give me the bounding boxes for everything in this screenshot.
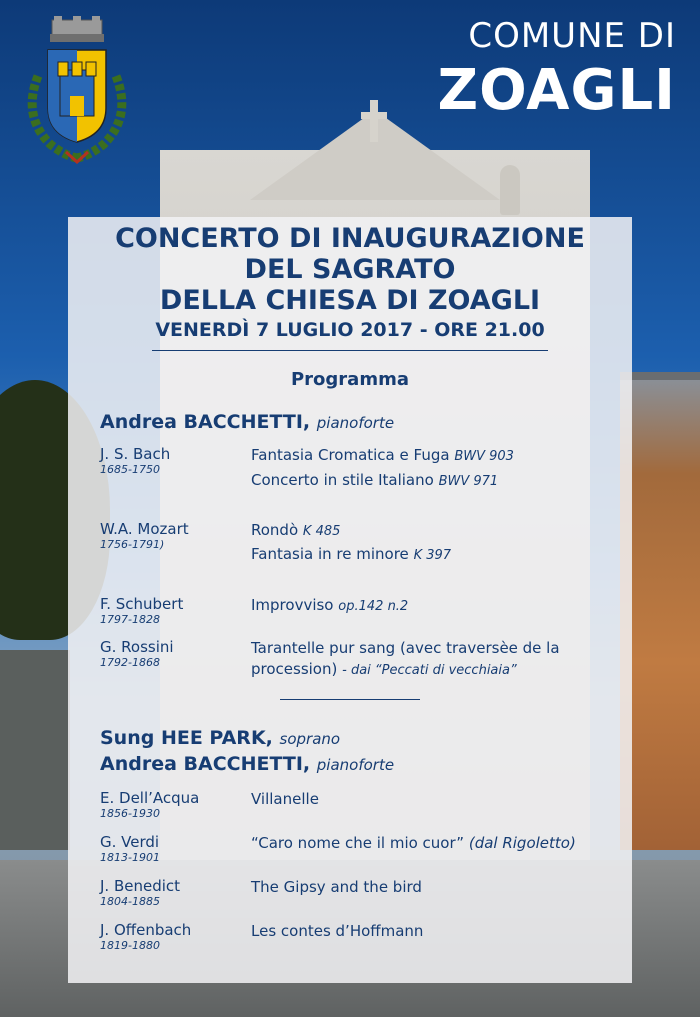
part2-performer-2 bbox=[100, 753, 394, 775]
performer-role: soprano bbox=[279, 730, 341, 748]
comune-label: COMUNE DI bbox=[468, 16, 676, 56]
piece-catalog: op.142 n.2 bbox=[338, 599, 409, 614]
composer-years: 1804-1885 bbox=[100, 895, 160, 908]
piece-title: Les contes d’Hoffmann bbox=[251, 922, 424, 940]
composer-name: G. Rossini bbox=[100, 638, 174, 656]
event-title-line3: DELLA CHIESA DI ZOAGLI bbox=[159, 285, 541, 316]
composer-name: F. Schubert bbox=[100, 595, 184, 613]
composer-name: J. Offenbach bbox=[100, 921, 192, 939]
event-date: VENERDÌ 7 LUGLIO 2017 - ORE 21.00 bbox=[155, 319, 545, 341]
piece-title: Fantasia in re minore K 397 bbox=[251, 545, 452, 563]
date-divider bbox=[152, 350, 548, 351]
program-panel bbox=[68, 217, 632, 983]
piece-title: Improvviso op.142 n.2 bbox=[251, 596, 409, 614]
composer-name: G. Verdi bbox=[100, 833, 160, 851]
performer-name: Andrea BACCHETTI, bbox=[100, 411, 311, 433]
piece-note: (dal Rigoletto) bbox=[468, 834, 576, 852]
piece-catalog: K 397 bbox=[413, 548, 452, 563]
piece-title: Concerto in stile Italiano BWV 971 bbox=[251, 471, 499, 489]
composer-years: 1813-1901 bbox=[100, 851, 160, 864]
piece-title: “Caro nome che il mio cuor” (dal Rigoletto) bbox=[251, 834, 576, 852]
piece-title: The Gipsy and the bird bbox=[251, 878, 422, 896]
composer-years: 1856-1930 bbox=[100, 807, 160, 820]
event-title-line2: DEL SAGRATO bbox=[244, 254, 456, 285]
composer-name: E. Dell’Acqua bbox=[100, 789, 200, 807]
piece-catalog: BWV 903 bbox=[454, 449, 514, 464]
composer-years: 1797-1828 bbox=[100, 613, 160, 626]
left-building-photo bbox=[0, 650, 70, 850]
piece-catalog: BWV 971 bbox=[438, 474, 499, 489]
piece-note: - dai “Peccati di vecchiaia” bbox=[342, 663, 517, 678]
piece-title: Rondò K 485 bbox=[251, 521, 341, 539]
section-divider bbox=[280, 699, 420, 700]
right-building-photo bbox=[620, 380, 700, 850]
crest-icon bbox=[20, 16, 134, 166]
church-finial-photo bbox=[500, 165, 520, 215]
composer-years: 1792-1868 bbox=[100, 656, 160, 669]
event-title-line1: CONCERTO DI INAUGURAZIONE bbox=[115, 223, 585, 254]
performer-role: pianoforte bbox=[316, 756, 395, 774]
church-cross-photo bbox=[370, 100, 378, 142]
piece-title: Villanelle bbox=[251, 790, 319, 808]
part2-performer-1 bbox=[100, 727, 340, 749]
composer-years: 1685-1750 bbox=[100, 463, 160, 476]
part1-performer bbox=[100, 411, 394, 433]
performer-name: Sung HEE PARK, bbox=[100, 727, 273, 749]
composer-years: 1756-1791) bbox=[100, 538, 165, 551]
program-heading: Programma bbox=[290, 369, 409, 390]
piece-title: Fantasia Cromatica e Fuga BWV 903 bbox=[251, 446, 514, 464]
piece-title: Tarantelle pur sang (avec traversèe de la procession) - dai “Peccati di vecchiaia” bbox=[251, 639, 560, 678]
composer-name: J. Benedict bbox=[100, 877, 181, 895]
comune-name: ZOAGLI bbox=[437, 58, 676, 123]
composer-name: W.A. Mozart bbox=[100, 520, 189, 538]
composer-years: 1819-1880 bbox=[100, 939, 160, 952]
performer-role: pianoforte bbox=[316, 414, 395, 432]
performer-name: Andrea BACCHETTI, bbox=[100, 753, 311, 775]
church-cross-arm-photo bbox=[361, 112, 387, 119]
composer-name: J. S. Bach bbox=[100, 445, 171, 463]
piece-catalog: K 485 bbox=[302, 524, 341, 539]
